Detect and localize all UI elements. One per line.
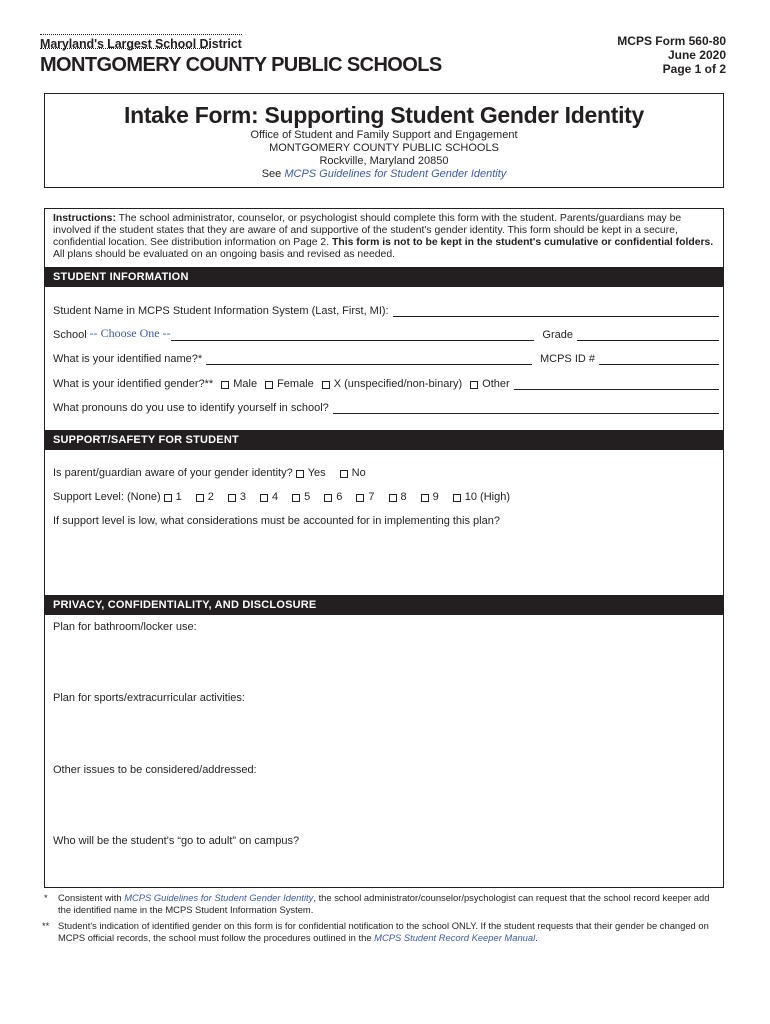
footnote-1 [44, 892, 724, 916]
footnote-2-mark: ** [42, 920, 50, 931]
guidelines-link[interactable]: MCPS Guidelines for Student Gender Identity [284, 168, 507, 180]
pronouns-label: What pronouns do you use to identify yourself in school? [53, 402, 329, 414]
instructions-text-1: The school administrator, counselor, or psychologist should complete this form with the student. Parents/guardians may be involved if the student states that they are aware of and supportive of the student's gender identity. This form should be kept in a secure, confidential location. See distribution information on Page 2. [53, 213, 682, 248]
level-9-label: 9 [432, 491, 439, 503]
aware-no-checkbox[interactable] [340, 470, 348, 478]
student-name-label: Student Name in MCPS Student Information System (Last, First, MI): [53, 305, 389, 317]
student-name-field[interactable] [393, 307, 719, 317]
office-name: Office of Student and Family Support and Engagement [250, 129, 518, 141]
privacy-heading: PRIVACY, CONFIDENTIALITY, AND DISCLOSURE [45, 595, 723, 615]
district-subtitle: MONTGOMERY COUNTY PUBLIC SCHOOLS [269, 142, 499, 154]
city-line: Rockville, Maryland 20850 [319, 155, 449, 167]
level-5-checkbox[interactable] [292, 494, 300, 502]
level-1-label: 1 [175, 491, 182, 503]
aware-yes-checkbox[interactable] [296, 470, 304, 478]
go-to-adult-label: Who will be the student's “go to adult” on campus? [53, 835, 300, 847]
mcps-id-field[interactable] [599, 355, 719, 365]
level-8-label: 8 [400, 491, 407, 503]
aware-no-label: No [351, 467, 366, 479]
level-4-label: 4 [272, 491, 279, 503]
level-2-label: 2 [207, 491, 214, 503]
pronouns-row [53, 400, 719, 414]
low-support-row [53, 513, 719, 527]
school-select[interactable]: -- Choose One -- [89, 326, 171, 340]
go-to-adult-row [53, 833, 719, 847]
gender-male-checkbox[interactable] [221, 381, 229, 389]
level-10-checkbox[interactable] [453, 494, 461, 502]
gender-row [53, 376, 719, 390]
bathroom-row [53, 619, 719, 633]
footnote-1-guidelines-link[interactable]: MCPS Guidelines for Student Gender Identity [124, 892, 314, 903]
form-body [44, 208, 724, 888]
pronouns-field[interactable] [333, 404, 719, 414]
gender-male-label: Male [233, 378, 258, 390]
other-issues-label: Other issues to be considered/addressed: [53, 764, 257, 776]
footnote-2-text-post: . [535, 932, 538, 943]
form-meta [617, 34, 726, 76]
page-number: Page 1 of 2 [662, 62, 726, 76]
level-7-checkbox[interactable] [356, 494, 364, 502]
level-6-checkbox[interactable] [324, 494, 332, 502]
aware-yes-label: Yes [307, 467, 326, 479]
school-select-line[interactable] [171, 331, 535, 341]
gender-x-label: X (unspecified/non-binary) [333, 378, 463, 390]
level-4-checkbox[interactable] [260, 494, 268, 502]
footnote-1-text-post: , the school administrator/counselor/psychologist can request that the school record keeper add the identified name in the MCPS Student Information System. [58, 892, 710, 915]
form-number: MCPS Form 560-80 [617, 34, 726, 48]
level-1-checkbox[interactable] [164, 494, 172, 502]
school-label: School [53, 329, 87, 341]
level-10-label: 10 (High) [464, 491, 510, 503]
footnote-1-text-pre: Consistent with [58, 892, 125, 903]
grade-label: Grade [542, 329, 573, 341]
parent-aware-label: Is parent/guardian aware of your gender identity? [53, 467, 293, 479]
identified-name-field[interactable] [206, 355, 532, 365]
title-box [44, 93, 724, 188]
student-info-heading: STUDENT INFORMATION [45, 267, 723, 287]
instructions [53, 213, 717, 261]
level-7-label: 7 [368, 491, 375, 503]
footnote-2 [44, 920, 724, 944]
student-name-row [53, 303, 719, 317]
school-row [53, 327, 719, 341]
district-tagline: Maryland's Largest School District [40, 34, 242, 51]
level-6-label: 6 [336, 491, 343, 503]
level-2-checkbox[interactable] [196, 494, 204, 502]
level-3-label: 3 [239, 491, 246, 503]
footnotes [44, 892, 724, 948]
instructions-label: Instructions: [53, 213, 116, 224]
footnote-1-mark: * [44, 892, 48, 903]
sports-label: Plan for sports/extracurricular activities: [53, 692, 245, 704]
support-level-row [53, 489, 719, 503]
gender-other-field[interactable] [514, 380, 719, 390]
footnote-2-manual-link[interactable]: MCPS Student Record Keeper Manual [374, 932, 536, 943]
see-guidelines [45, 168, 723, 181]
gender-other-checkbox[interactable] [470, 381, 478, 389]
sports-row [53, 690, 719, 704]
level-8-checkbox[interactable] [389, 494, 397, 502]
level-5-label: 5 [304, 491, 311, 503]
district-name: MONTGOMERY COUNTY PUBLIC SCHOOLS [40, 54, 442, 76]
instructions-bold: This form is not to be kept in the student's cumulative or confidential folders. [332, 237, 714, 248]
gender-other-label: Other [482, 378, 510, 390]
grade-field[interactable] [577, 331, 719, 341]
see-label: See [261, 168, 282, 180]
page-header [40, 28, 730, 88]
other-issues-row [53, 762, 719, 776]
instructions-text-2: All plans should be evaluated on an ongoing basis and revised as needed. [53, 249, 395, 260]
identified-name-row [53, 351, 719, 365]
level-3-checkbox[interactable] [228, 494, 236, 502]
identified-name-label: What is your identified name?* [53, 353, 203, 365]
low-support-label: If support level is low, what considerations must be accounted for in implementing this plan? [53, 515, 500, 527]
gender-female-label: Female [277, 378, 314, 390]
parent-aware-row [53, 465, 719, 479]
gender-x-checkbox[interactable] [322, 381, 330, 389]
support-heading: SUPPORT/SAFETY FOR STUDENT [45, 430, 723, 450]
form-title: Intake Form: Supporting Student Gender Identity [123, 102, 645, 128]
mcps-id-label: MCPS ID # [539, 353, 595, 365]
support-level-label: Support Level: (None) [53, 491, 161, 503]
bathroom-label: Plan for bathroom/locker use: [53, 621, 197, 633]
level-9-checkbox[interactable] [421, 494, 429, 502]
gender-female-checkbox[interactable] [265, 381, 273, 389]
gender-label: What is your identified gender?** [53, 378, 214, 390]
form-date: June 2020 [667, 48, 726, 62]
footnote-2-text-pre: Student's indication of identified gender on this form is for confidential notification to the school ONLY. If the student requests that their gender be changed on MCPS official records, the school must follow the procedures outlined in the [58, 920, 709, 943]
